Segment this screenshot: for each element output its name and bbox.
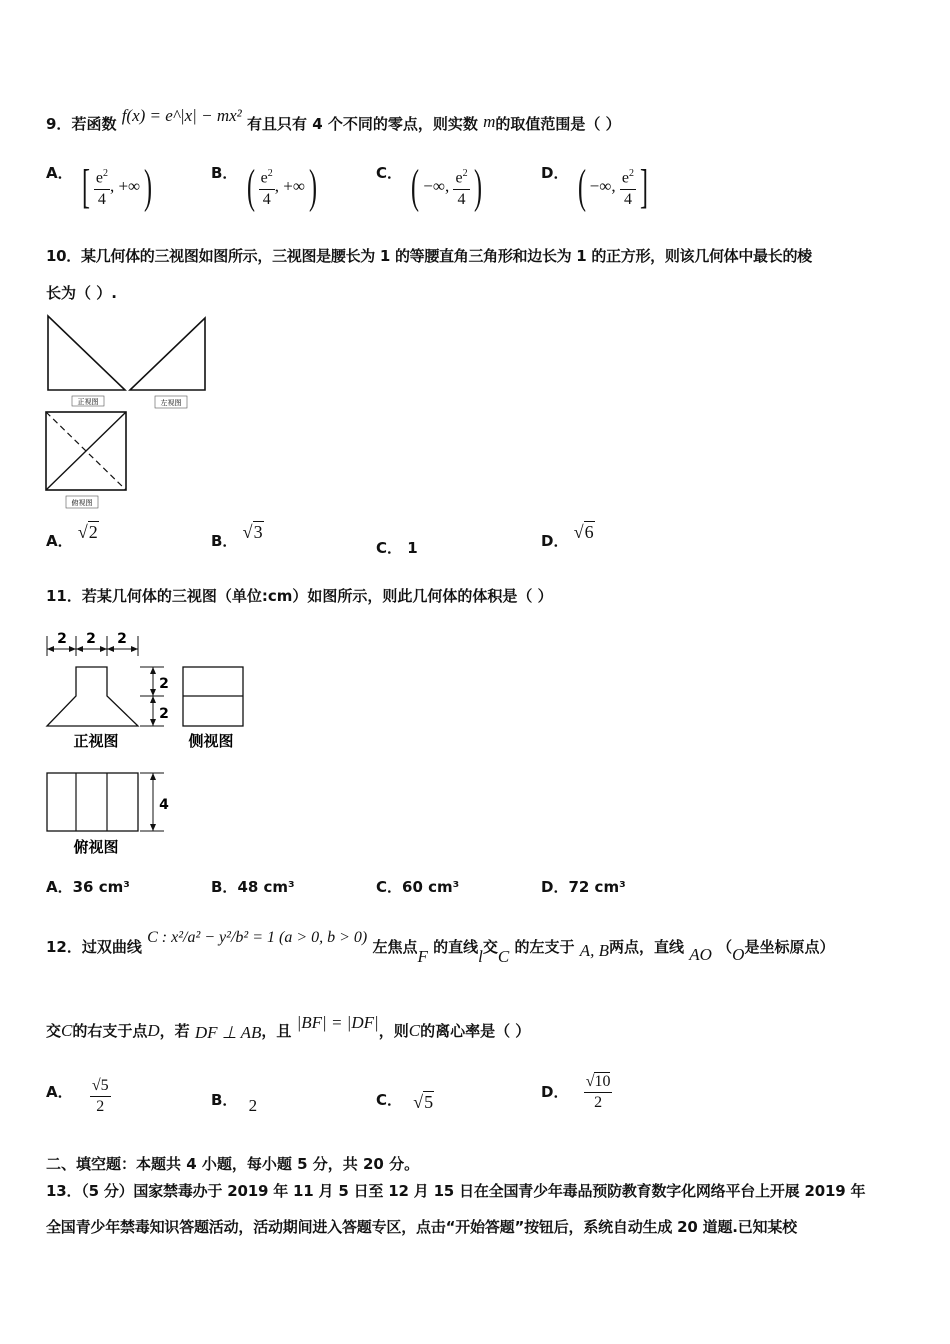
q9-option-b-label: B． bbox=[211, 163, 238, 182]
q9-option-d[interactable]: D． ( −∞, $\frac{e^2}{4}$ ] bbox=[541, 160, 648, 213]
q12-stem-line2: 交C的右支于点D，若 DF ⊥ AB，且 |BF| = |DF|，则C的离心率是（ ） bbox=[46, 1013, 531, 1042]
q12-option-b-value: 2 bbox=[248, 1096, 258, 1115]
q10-side-view-triangle bbox=[130, 318, 205, 390]
q10-three-view-figure bbox=[40, 310, 220, 515]
q10-option-c-label: C． bbox=[376, 539, 403, 557]
q11-option-a[interactable] bbox=[46, 876, 130, 897]
q11-dim-w2: 2 bbox=[86, 631, 96, 647]
q10-stem-line2: 长为（ ）. bbox=[46, 284, 117, 302]
q10-option-a[interactable] bbox=[46, 522, 99, 551]
q9-number: 9． bbox=[46, 115, 72, 133]
q11-dim-depth: 4 bbox=[159, 797, 169, 813]
q11-option-a-label: A． bbox=[46, 878, 73, 896]
q12-option-b-label: B． bbox=[211, 1091, 238, 1109]
q13-stem-line2: 全国青少年禁毒知识答题活动，活动期间进入答题专区，点击“开始答题”按钮后，系统自动生成 20 道题.已知某校 bbox=[46, 1218, 797, 1236]
q11-front-view-shape bbox=[47, 667, 138, 726]
q11-option-b-label: B． bbox=[211, 878, 238, 896]
q10-option-b[interactable] bbox=[211, 522, 264, 551]
q9-stem bbox=[46, 106, 621, 134]
q11-three-view-figure bbox=[40, 628, 260, 860]
q9-option-a[interactable]: A． [ $\frac{e^2}{4}$ , +∞) bbox=[46, 160, 153, 213]
q11-front-label: 正视图 bbox=[73, 732, 119, 750]
q12-option-a[interactable]: A． $\frac{√5}{2}$ bbox=[46, 1077, 109, 1115]
q12-stem-line1: 12．过双曲线 C : x²/a² − y²/b² = 1 (a > 0, b > 0) 左焦点F 的直线l交C 的左支于 A, B两点，直线 AO （O是坐标原点） bbox=[46, 929, 835, 966]
q10-option-b-label: B． bbox=[211, 532, 238, 550]
q11-dim-h2: 2 bbox=[159, 706, 169, 722]
q12-option-d-label: D． bbox=[541, 1083, 569, 1101]
q11-stem: 11．若某几何体的三视图（单位:cm）如图所示，则此几何体的体积是（ ） bbox=[46, 587, 553, 605]
q11-option-b[interactable] bbox=[211, 876, 295, 897]
q10-side-label: 左视图 bbox=[160, 399, 182, 407]
section2-heading: 二、填空题：本题共 4 小题，每小题 5 分，共 20 分。 bbox=[46, 1155, 420, 1173]
q10-option-a-value: √2 bbox=[77, 522, 98, 542]
q9-option-c[interactable]: C． ( −∞, $\frac{e^2}{4}$ ) bbox=[376, 160, 482, 213]
q10-option-d-label: D． bbox=[541, 532, 569, 550]
q11-option-c-label: C． bbox=[376, 878, 403, 896]
q9-option-d-label: D． bbox=[541, 163, 569, 182]
q10-stem-line1: 10．某几何体的三视图如图所示，三视图是腰长为 1 的等腰直角三角形和边长为 1 的正方形，则该几何体中最长的棱 bbox=[46, 247, 812, 265]
q10-option-d-value: √6 bbox=[573, 522, 594, 542]
q9-stem-a: 若函数 bbox=[71, 115, 117, 133]
q12-option-b[interactable] bbox=[211, 1091, 258, 1116]
q9-stem-b: 有且只有 4 个不同的零点，则实数 bbox=[246, 115, 478, 133]
q11-side-label: 侧视图 bbox=[188, 732, 234, 750]
q11-option-c[interactable] bbox=[376, 876, 459, 897]
q12-option-c-label: C． bbox=[376, 1091, 403, 1109]
q12-option-a-label: A． bbox=[46, 1083, 73, 1101]
q10-option-d[interactable] bbox=[541, 522, 595, 551]
q10-front-label: 正视图 bbox=[77, 398, 99, 406]
q9-var-m: m bbox=[483, 112, 496, 131]
q12-option-d[interactable]: D． $\frac{√10}{2}$ bbox=[541, 1073, 611, 1111]
q10-front-view-triangle bbox=[48, 316, 125, 390]
q9-option-b[interactable]: B． ( $\frac{e^2}{4}$ , +∞) bbox=[211, 160, 317, 213]
q11-option-d-label: D． bbox=[541, 878, 569, 896]
q11-dim-h1: 2 bbox=[159, 676, 169, 692]
q10-option-c-value: 1 bbox=[407, 539, 418, 557]
q11-option-c-value: 60 cm³ bbox=[402, 878, 460, 896]
q9-option-a-label: A． bbox=[46, 163, 73, 182]
q9-function: f(x) = e^|x| − mx² bbox=[121, 106, 242, 125]
q10-option-c[interactable] bbox=[376, 537, 418, 558]
q11-option-a-value: 36 cm³ bbox=[72, 878, 130, 896]
q11-option-b-value: 48 cm³ bbox=[237, 878, 295, 896]
q11-top-label: 俯视图 bbox=[73, 838, 119, 856]
q9-stem-c: 的取值范围是（ ） bbox=[495, 115, 621, 133]
q10-option-b-value: √3 bbox=[242, 522, 263, 542]
q12-option-c[interactable]: C． √5 bbox=[376, 1091, 434, 1112]
q11-option-d-value: 72 cm³ bbox=[568, 878, 626, 896]
q11-option-d[interactable] bbox=[541, 876, 626, 897]
q10-option-a-label: A． bbox=[46, 532, 73, 550]
q11-dim-w1: 2 bbox=[57, 631, 67, 647]
q13-stem-line1: 13．（5 分）国家禁毒办于 2019 年 11 月 5 日至 12 月 15 日在全国青少年毒品预防教育数字化网络平台上开展 2019 年 bbox=[46, 1182, 866, 1200]
q10-top-label: 俯视图 bbox=[71, 499, 93, 507]
q12-curve: C : x²/a² − y²/b² = 1 (a > 0, b > 0) bbox=[147, 929, 368, 946]
q11-top-view-rect bbox=[47, 773, 138, 831]
q9-option-c-label: C． bbox=[376, 163, 403, 182]
q11-dim-w3: 2 bbox=[117, 631, 127, 647]
